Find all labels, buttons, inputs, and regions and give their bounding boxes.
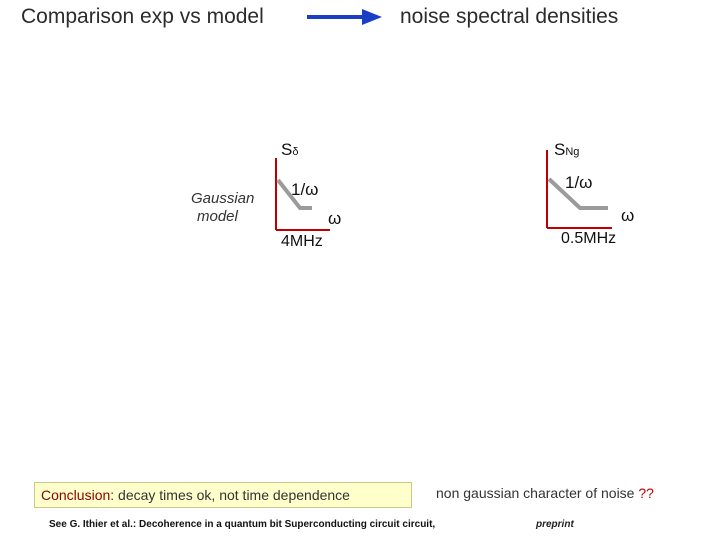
conclusion-text: : decay times ok, not time dependence <box>110 487 350 503</box>
header-arrow-head <box>362 9 382 25</box>
left-plot-ylabel-main: S <box>281 140 293 159</box>
left-plot-ylabel-sub: δ <box>292 146 299 158</box>
right-plot-x-label: ω <box>621 206 635 225</box>
noise-remark-question: ?? <box>638 485 654 501</box>
right-plot-slope-label: 1/ω <box>565 173 593 192</box>
model-note-line1: Gaussian <box>191 190 255 207</box>
right-plot-ylabel-sub: Ng <box>565 146 580 158</box>
conclusion-word: Conclusion <box>41 487 111 503</box>
noise-remark <box>436 485 654 501</box>
left-plot-x-label: ω <box>328 209 342 228</box>
left-plot-ylabel <box>281 140 298 160</box>
left-plot-cutoff-label: 4MHz <box>281 233 323 250</box>
left-plot-slope-label: 1/ω <box>291 180 319 199</box>
noise-remark-text: non gaussian character of noise <box>436 485 639 501</box>
right-plot-ylabel <box>554 140 579 160</box>
model-note-line2: model <box>197 208 238 225</box>
conclusion-box <box>34 482 412 508</box>
reference-text: See G. Ithier et al.: Decoherence in a quantum bit Superconducting circuit circuit, <box>49 519 436 530</box>
left-title: Comparison exp vs model <box>21 5 264 28</box>
reference-preprint: preprint <box>536 519 574 530</box>
right-title: noise spectral densities <box>400 5 619 28</box>
right-plot-cutoff-label: 0.5MHz <box>561 230 617 247</box>
right-plot-ylabel-main: S <box>554 140 566 159</box>
